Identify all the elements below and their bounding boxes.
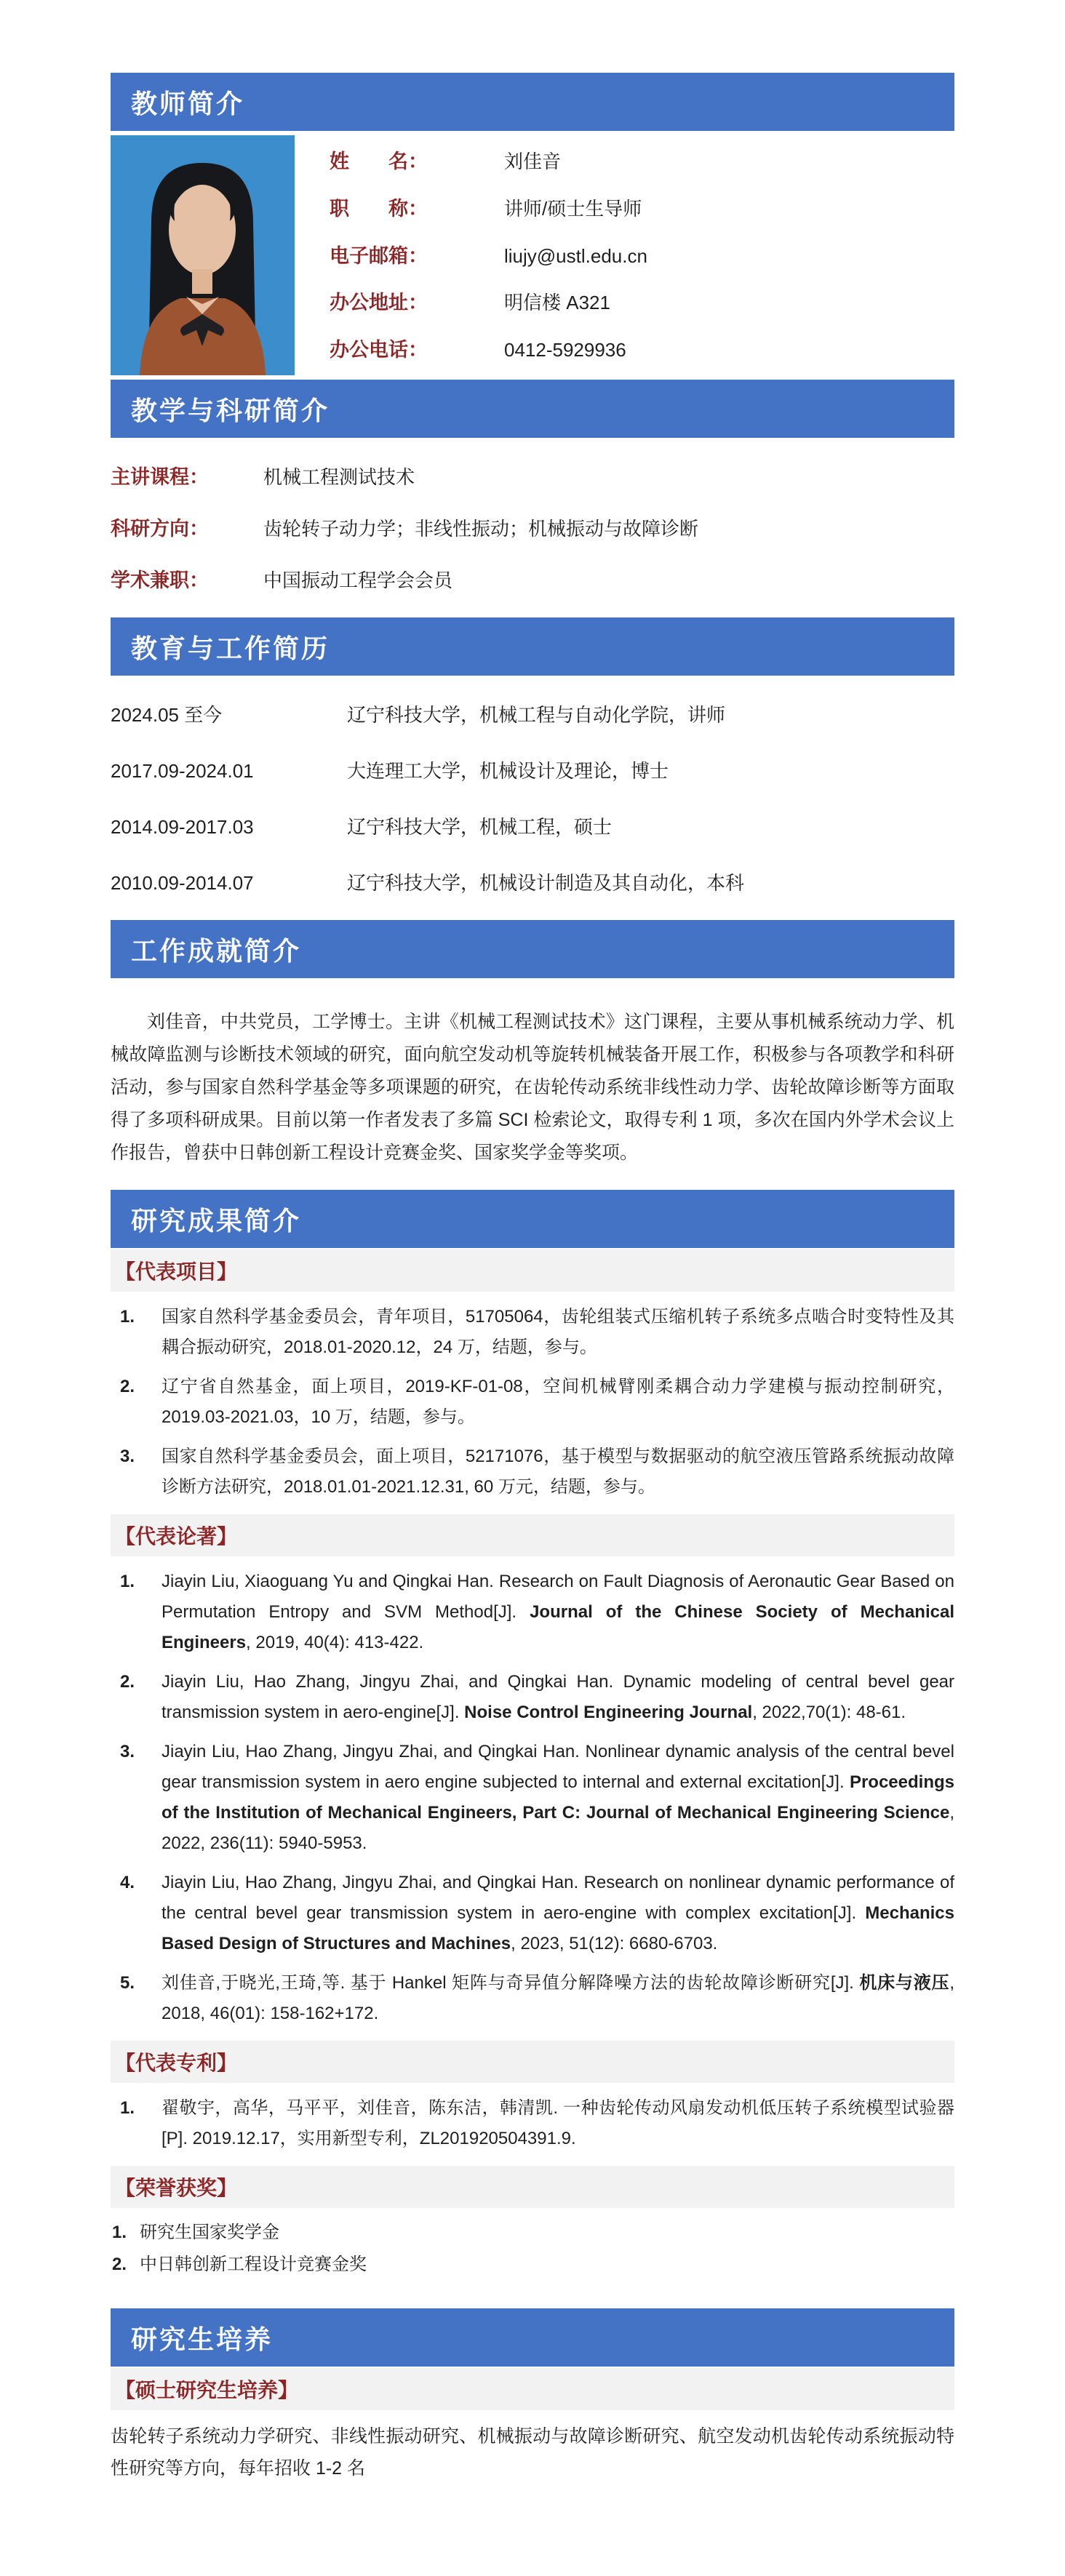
neck-shape [192, 269, 212, 294]
row-label-research-direction: 科研方向： [111, 518, 209, 540]
journal-name: Proceedings of the Institution of Mechanical Engineers, Part C: Journal of Mechanical Engineering Science [161, 1772, 954, 1823]
education-row [111, 854, 954, 910]
field-label-email: 电子邮箱： [330, 244, 428, 267]
education-period: 2017.09-2024.01 [111, 760, 254, 782]
profile-fields [330, 135, 954, 375]
publication-text: Jiayin Liu, Hao Zhang, Jingyu Zhai, and Qingkai Han. Nonlinear dynamic analysis of the central bevel gear transmission system in aero engine subjected to internal and external excitation[J]. [161, 1742, 954, 1792]
subsection-title: 【代表专利】 [115, 2052, 238, 2074]
publication-text: Jiayin Liu, Hao Zhang, Jingyu Zhai, and Qingkai Han. Dynamic modeling of central bevel gear transmission system in aero-engine[J]. [161, 1672, 954, 1722]
field-value-name: 刘佳音 [504, 151, 562, 172]
section-title: 研究生培养 [131, 2324, 274, 2354]
row-label-courses: 主讲课程： [111, 466, 209, 488]
publication-item [111, 1737, 954, 1859]
education-period: 2010.09-2014.07 [111, 872, 254, 894]
publication-item [111, 1868, 954, 1959]
field-label-name: 姓 名： [330, 151, 428, 172]
field-value-title: 讲师/硕士生导师 [504, 197, 642, 220]
field-row-title [330, 193, 954, 221]
graduate-training-paragraph: 齿轮转子系统动力学研究、非线性振动研究、机械振动与故障诊断研究、航空发动机齿轮传动系统振动特性研究等方向，每年招收 1-2 名 [111, 2426, 954, 2479]
publication-citation: , 2018, 46(01): 158-162+172. [161, 1973, 954, 2023]
journal-name: Mechanics Based Design of Structures and Machines [161, 1903, 954, 1953]
publication-item [111, 1968, 954, 2029]
project-item: 国家自然科学基金委员会，面上项目，52171076，基于模型与数据驱动的航空液压管路系统振动故障诊断方法研究，2018.01.01-2021.12.31, 60 万元，结题，参与。 [161, 1447, 954, 1497]
achievements-paragraph: 刘佳音，中共党员，工学博士。主讲《机械工程测试技术》这门课程，主要从事机械系统动力学、机械故障监测与诊断技术领域的研究，面向航空发动机等旋转机械装备开展工作，积极参与各项教学和科研活动，参与国家自然科学基金等多项课题的研究，在齿轮传动系统非线性动力学、齿轮故障诊断等方面取得了多项科研成果。目前以第一作者发表了多篇 SCI 检索论文，取得专利 1 项，多次在国内外学术会议上作报告，曾获中日韩创新工程设计竞赛金奖、国家奖学金等奖项。 [111, 1012, 954, 1163]
row-value-academic-posts: 中国振动工程学会会员 [263, 569, 453, 591]
section-title: 研究成果简介 [131, 1205, 302, 1236]
award-item: 中日韩创新工程设计竞赛金奖 [140, 2255, 367, 2274]
publication-text: Jiayin Liu, Xiaoguang Yu and Qingkai Han. Research on Fault Diagnosis of Aeronautic Gear Based on Permutation Entropy and SVM Method[J]. [161, 1572, 954, 1622]
field-row-office [330, 287, 954, 315]
education-detail: 辽宁科技大学，机械设计制造及其自动化，本科 [347, 872, 745, 894]
field-value-office: 明信楼 A321 [504, 292, 610, 314]
row-research-direction [111, 501, 954, 553]
publication-citation: , 2022,70(1): 48-61. [752, 1703, 906, 1722]
field-value-email: liujy@ustl.edu.cn [504, 244, 647, 267]
publication-item [111, 1667, 954, 1728]
field-row-name [330, 145, 954, 174]
education-period: 2014.09-2017.03 [111, 816, 254, 838]
subsection-header-projects [111, 1249, 954, 1292]
profile-block [111, 135, 954, 375]
section-header-research-results [111, 1190, 954, 1248]
subsection-header-masters-training [111, 2368, 954, 2410]
subsection-header-publications [111, 1514, 954, 1556]
education-row [111, 686, 954, 742]
field-row-email [330, 240, 954, 268]
row-value-courses: 机械工程测试技术 [263, 466, 415, 488]
project-item: 国家自然科学基金委员会，青年项目，51705064，齿轮组装式压缩机转子系统多点啮合时变特性及其耦合振动研究，2018.01-2020.12，24 万，结题，参与。 [161, 1307, 954, 1357]
field-row-phone [330, 334, 954, 362]
section-title: 教学与科研简介 [131, 395, 330, 425]
section-title: 工作成就简介 [131, 935, 302, 966]
patent-item: 翟敬宇，高华，马平平，刘佳音，陈东洁，韩清凯. 一种齿轮传动风扇发动机低压转子系统模型试验器[P]. 2019.12.17，实用新型专利，ZL201920504391.9. [161, 2098, 954, 2148]
row-value-research-direction: 齿轮转子动力学；非线性振动；机械振动与故障诊断 [263, 518, 699, 540]
field-value-phone: 0412-5929936 [504, 339, 626, 361]
subsection-title: 【硕士研究生培养】 [115, 2379, 299, 2401]
teaching-research-rows [111, 438, 954, 617]
education-detail: 辽宁科技大学，机械工程，硕士 [347, 816, 613, 838]
education-row [111, 798, 954, 854]
patents-list [111, 2083, 954, 2164]
section-header-achievements [111, 920, 954, 978]
education-detail: 辽宁科技大学，机械工程与自动化学院，讲师 [347, 704, 726, 726]
row-academic-posts [111, 553, 954, 604]
publication-item [111, 1567, 954, 1658]
journal-name: 机床与液压 [859, 1973, 950, 1993]
publication-text: Jiayin Liu, Hao Zhang, Jingyu Zhai, and Qingkai Han. Research on nonlinear dynamic performance of the central bevel gear transmission system in aero-engine with complex excitation[J]. [161, 1873, 954, 1923]
teacher-photo-illustration [111, 135, 295, 375]
teacher-photo [111, 135, 295, 375]
subsection-header-patents [111, 2041, 954, 2083]
field-label-phone: 办公电话： [330, 339, 428, 361]
row-courses [111, 449, 954, 501]
section-header-teacher-intro [111, 73, 954, 131]
section-title: 教师简介 [131, 88, 245, 119]
field-label-office: 办公地址： [330, 292, 428, 314]
awards-list [111, 2208, 954, 2289]
projects-list [111, 1292, 954, 1513]
publication-citation: , 2022, 236(11): 5940-5953. [161, 1803, 954, 1853]
publication-citation: , 2019, 40(4): 413-422. [246, 1633, 424, 1652]
education-detail: 大连理工大学，机械设计及理论，博士 [347, 760, 669, 782]
face-shape [169, 185, 236, 275]
section-title: 教育与工作简历 [131, 633, 330, 663]
section-header-graduate-training [111, 2308, 954, 2367]
publication-citation: , 2023, 51(12): 6680-6703. [511, 1934, 718, 1953]
subsection-title: 【代表论著】 [115, 1525, 238, 1548]
publication-text: 刘佳音,于晓光,王琦,等. 基于 Hankel 矩阵与奇异值分解降噪方法的齿轮故障诊断研究[J]. [161, 1973, 860, 1993]
profile-page [111, 0, 954, 2484]
project-item: 辽宁省自然基金，面上项目，2019-KF-01-08，空间机械臂刚柔耦合动力学建模与振动控制研究，2019.03-2021.03，10 万，结题，参与。 [161, 1377, 954, 1427]
row-label-academic-posts: 学术兼职： [111, 569, 209, 591]
education-row [111, 742, 954, 798]
publications-list [111, 1556, 954, 2039]
subsection-title: 【荣誉获奖】 [115, 2177, 238, 2199]
section-header-education [111, 617, 954, 676]
journal-name: Journal of the Chinese Society of Mechanical Engineers [161, 1602, 954, 1652]
field-label-title: 职 称： [330, 197, 428, 220]
education-rows [111, 676, 954, 920]
section-header-teaching-research [111, 380, 954, 438]
award-item: 研究生国家奖学金 [140, 2223, 279, 2242]
subsection-title: 【代表项目】 [115, 1260, 238, 1283]
education-period: 2024.05 至今 [111, 704, 223, 726]
subsection-header-awards [111, 2166, 954, 2208]
journal-name: Noise Control Engineering Journal [464, 1703, 753, 1722]
